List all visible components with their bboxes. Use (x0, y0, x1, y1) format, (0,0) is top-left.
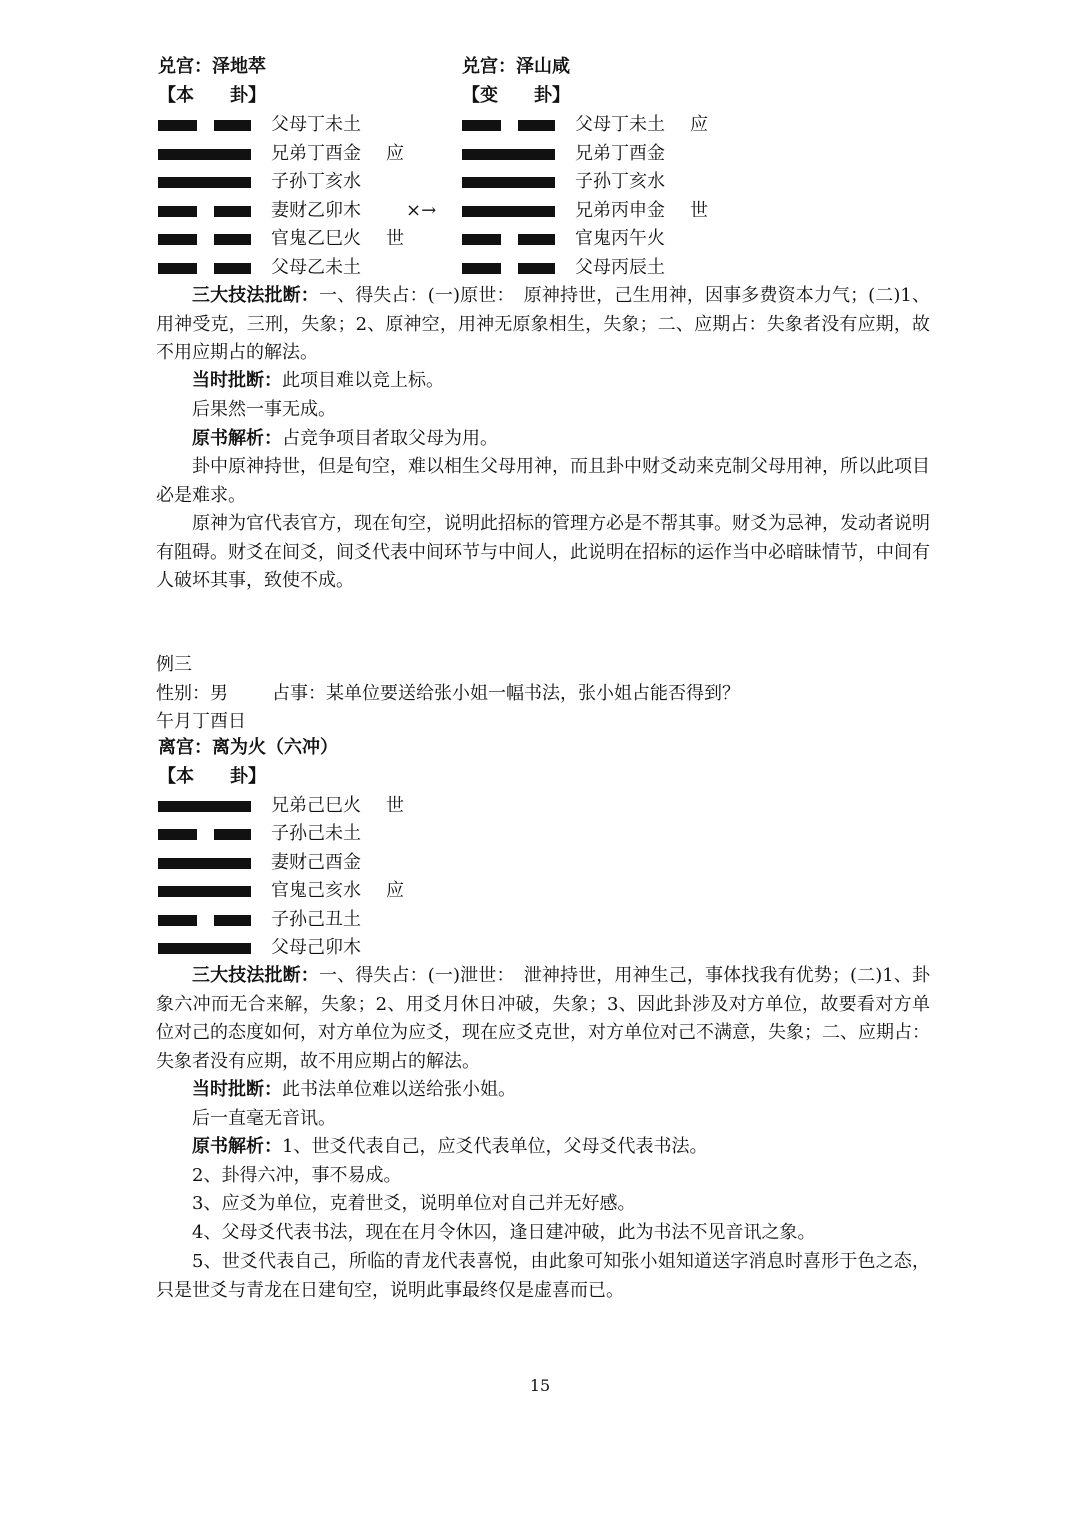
yao-row (158, 850, 458, 876)
yin-line (158, 206, 251, 217)
yao-label: 兄弟丁酉金 (271, 142, 361, 164)
yang-line (158, 801, 251, 812)
yao-label: 官鬼丙午火 (575, 228, 665, 250)
yao-row (158, 255, 458, 281)
yang-line (158, 886, 251, 897)
yao-label: 父母丁未土 (575, 114, 665, 135)
paragraph-current-2 (156, 1076, 930, 1105)
date-label: 午月丁酉日 (156, 711, 246, 732)
paragraph-explain-2: 原神为官代表官方，现在旬空，说明此招标的管理方必是不帮其事。财爻为忌神，发动者说明有阻碍。财爻在间爻，间爻代表中间环节与中间人，此说明在招标的运作当中必暗昧情节，中间有人破坏其事，致使不成。 (156, 513, 930, 592)
yao-row (462, 198, 762, 224)
paragraph-judgment-2 (156, 962, 930, 1076)
label-current: 当时批断： (192, 370, 282, 391)
label-analysis: 原书解析： (192, 428, 282, 449)
paragraph-point-4: 4、父母爻代表书法，现在在月令休囚，逢日建冲破，此为书法不见音讯之象。 (192, 1222, 816, 1243)
paragraph-point-5: 5、世爻代表自己，所临的青龙代表喜悦，由此象可知张小姐知道送字消息时喜形于色之态，只是世爻与青龙在日建旬空，说明此事最终仅是虚喜而已。 (156, 1251, 930, 1301)
yao-label: 兄弟丙申金 (575, 199, 665, 221)
shi-ying-mark: 应 (690, 114, 708, 135)
yao-label: 父母己卯木 (271, 937, 361, 958)
yao-label: 官鬼乙巳火 (271, 228, 361, 250)
yang-line (462, 206, 555, 217)
yao-row (462, 255, 762, 281)
yin-line (158, 829, 251, 840)
judgment-text: 一、得失占：(一)原世： 原神持世，己生用神，因事多费资本力气；(二)1、用神受克，三刑，失象；2、原神空，用神无原象相生，失象；二、应期占：失象者没有应期，故不用应期占的解法。 (156, 285, 930, 364)
label-analysis: 原书解析： (192, 1136, 282, 1157)
bian-gua-tag: 【变 卦】 (462, 85, 570, 106)
yao-row (158, 198, 458, 224)
yao-row (158, 226, 458, 252)
right-palace-header: 兑宫：泽山咸 (462, 56, 570, 77)
judgment-text: 一、得失占：(一)泄世： 泄神持世，用神生己，事体找我有优势；(二)1、卦象六冲而无合来解，失象；2、用爻月休日冲破，失象；3、因此卦涉及对方单位，故要看对方单位对己的态度如何，对方单位为应爻，现在应爻克世，对方单位对己不满意，失象；二、应期占：失象者没有应期，故不用应期占的解法。 (156, 965, 930, 1072)
yao-row (462, 169, 762, 195)
yao-row (158, 907, 458, 933)
yin-line (158, 263, 251, 274)
palace-header: 离宫：离为火（六冲） (158, 737, 338, 758)
shi-ying-mark: 应 (386, 142, 404, 164)
left-palace-header: 兑宫：泽地萃 (158, 56, 266, 77)
yao-label: 兄弟己巳火 (271, 795, 361, 816)
yin-line (158, 120, 251, 131)
paragraph-explain-1: 卦中原神持世，但是旬空，难以相生父母用神，而且卦中财爻动来克制父母用神，所以此项目必是难求。 (156, 456, 930, 506)
current-text: 此项目难以竞上标。 (282, 370, 444, 391)
yao-label: 父母乙未土 (271, 257, 361, 278)
paragraph-judgment-1 (156, 282, 930, 368)
moving-line-mark: ×→ (406, 199, 437, 221)
label-judgment: 三大技法批断： (192, 965, 319, 986)
yao-row (462, 226, 762, 252)
paragraph-analysis-2 (156, 1133, 930, 1162)
yin-line (462, 234, 555, 245)
example-title: 例三 (156, 654, 192, 675)
analysis-text: 占竞争项目者取父母为用。 (282, 428, 498, 449)
analysis-text: 1、世爻代表自己，应爻代表单位，父母爻代表书法。 (282, 1136, 708, 1157)
yao-label: 子孙丁亥水 (575, 171, 665, 193)
yao-row (462, 112, 762, 138)
yao-label: 子孙己丑土 (271, 908, 361, 930)
gender-label: 性别：男 (156, 683, 228, 704)
yao-row (158, 112, 458, 138)
paragraph-result-1: 后果然一事无成。 (192, 399, 336, 420)
yao-label: 官鬼己亥水 (271, 880, 361, 902)
yao-row (158, 141, 458, 167)
label-current: 当时批断： (192, 1079, 282, 1100)
shi-ying-mark: 世 (386, 228, 404, 250)
yao-label: 父母丁未土 (271, 114, 361, 135)
yin-line (462, 263, 555, 274)
yang-line (158, 177, 251, 188)
yin-line (462, 120, 555, 131)
current-text: 此书法单位难以送给张小姐。 (282, 1079, 516, 1100)
yao-row (158, 169, 458, 195)
yin-line (158, 234, 251, 245)
shi-ying-mark: 应 (386, 880, 404, 902)
yao-row (158, 793, 458, 819)
yao-row (462, 141, 762, 167)
paragraph-point-3: 3、应爻为单位，克着世爻，说明单位对自己并无好感。 (192, 1193, 636, 1214)
page-number: 15 (529, 1376, 551, 1395)
yang-line (158, 858, 251, 869)
yang-line (158, 149, 251, 160)
matter-label: 占事：某单位要送给张小姐一幅书法，张小姐占能否得到？ (272, 683, 740, 704)
yao-label: 子孙己未土 (271, 823, 361, 845)
shi-ying-mark: 世 (386, 795, 404, 816)
yao-row (158, 878, 458, 904)
yao-label: 子孙丁亥水 (271, 171, 361, 193)
yao-row (158, 821, 458, 847)
paragraph-result-2: 后一直毫无音讯。 (192, 1108, 336, 1129)
shi-ying-mark: 世 (690, 199, 708, 221)
yao-label: 妻财己酉金 (271, 851, 361, 873)
paragraph-analysis-1 (156, 425, 930, 454)
paragraph-point-2: 2、卦得六冲，事不易成。 (192, 1165, 402, 1186)
yin-line (158, 915, 251, 926)
yang-line (462, 149, 555, 160)
ben-gua-tag-2: 【本 卦】 (158, 766, 266, 787)
yao-row (158, 935, 458, 961)
label-judgment: 三大技法批断： (192, 285, 319, 306)
yang-line (462, 177, 555, 188)
yao-label: 父母丙辰土 (575, 257, 665, 278)
yao-label: 兄弟丁酉金 (575, 142, 665, 164)
paragraph-current-1 (156, 367, 930, 396)
yao-label: 妻财乙卯木 (271, 199, 361, 221)
ben-gua-tag: 【本 卦】 (158, 85, 266, 106)
yang-line (158, 943, 251, 954)
